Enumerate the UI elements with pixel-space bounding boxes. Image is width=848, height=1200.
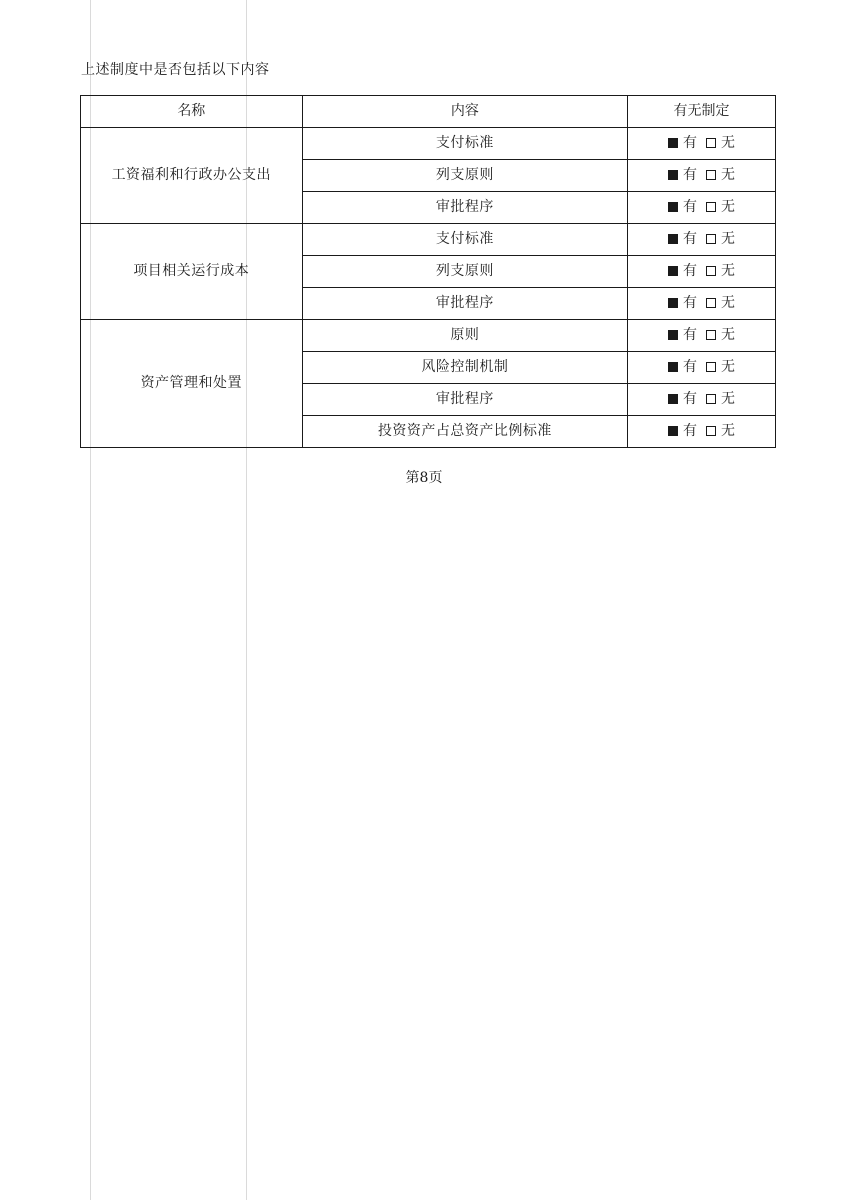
yes-checkbox — [668, 362, 678, 372]
no-checkbox — [706, 330, 716, 340]
no-label: 无 — [721, 262, 736, 279]
yes-no-checkbox-group — [668, 224, 735, 254]
no-label: 无 — [721, 390, 736, 407]
yes-label: 有 — [683, 230, 698, 247]
header-content: 内容 — [302, 96, 627, 128]
content-cell: 审批程序 — [302, 383, 627, 415]
content-cell: 原则 — [302, 319, 627, 351]
no-label: 无 — [721, 358, 736, 375]
yes-label: 有 — [683, 198, 698, 215]
header-name: 名称 — [81, 96, 303, 128]
yes-checkbox — [668, 138, 678, 148]
no-label: 无 — [721, 326, 736, 343]
no-checkbox — [706, 426, 716, 436]
content-cell: 支付标准 — [302, 127, 627, 159]
no-label: 无 — [721, 422, 736, 439]
no-label: 无 — [721, 198, 736, 215]
category-cell: 项目相关运行成本 — [81, 223, 303, 319]
content-cell: 支付标准 — [302, 223, 627, 255]
yes-checkbox — [668, 234, 678, 244]
yes-no-checkbox-group — [668, 192, 735, 222]
content-cell: 审批程序 — [302, 287, 627, 319]
established-status-cell — [628, 415, 776, 447]
yes-checkbox — [668, 330, 678, 340]
no-label: 无 — [721, 134, 736, 151]
no-checkbox — [706, 362, 716, 372]
yes-checkbox — [668, 202, 678, 212]
established-status-cell — [628, 383, 776, 415]
content-cell: 审批程序 — [302, 191, 627, 223]
yes-label: 有 — [683, 390, 698, 407]
established-status-cell — [628, 351, 776, 383]
yes-checkbox — [668, 266, 678, 276]
content-cell: 列支原则 — [302, 255, 627, 287]
yes-no-checkbox-group — [668, 288, 735, 318]
yes-no-checkbox-group — [668, 320, 735, 350]
yes-checkbox — [668, 426, 678, 436]
no-label: 无 — [721, 166, 736, 183]
no-checkbox — [706, 202, 716, 212]
yes-label: 有 — [683, 326, 698, 343]
no-checkbox — [706, 170, 716, 180]
yes-label: 有 — [683, 294, 698, 311]
established-status-cell — [628, 159, 776, 191]
yes-checkbox — [668, 170, 678, 180]
yes-label: 有 — [683, 134, 698, 151]
no-label: 无 — [721, 230, 736, 247]
content-cell: 风险控制机制 — [302, 351, 627, 383]
yes-label: 有 — [683, 262, 698, 279]
established-status-cell — [628, 223, 776, 255]
yes-no-checkbox-group — [668, 384, 735, 414]
established-status-cell — [628, 191, 776, 223]
yes-no-checkbox-group — [668, 416, 735, 446]
category-cell: 资产管理和处置 — [81, 319, 303, 447]
intro-text: 上述制度中是否包括以下内容 — [81, 62, 270, 78]
yes-checkbox — [668, 394, 678, 404]
category-cell: 工资福利和行政办公支出 — [81, 127, 303, 223]
yes-no-checkbox-group — [668, 352, 735, 382]
no-checkbox — [706, 394, 716, 404]
established-status-cell — [628, 287, 776, 319]
yes-label: 有 — [683, 358, 698, 375]
yes-checkbox — [668, 298, 678, 308]
table-row — [81, 127, 776, 159]
table-header-row — [81, 96, 776, 128]
yes-no-checkbox-group — [668, 160, 735, 190]
established-status-cell — [628, 255, 776, 287]
table-row — [81, 223, 776, 255]
yes-label: 有 — [683, 422, 698, 439]
no-checkbox — [706, 266, 716, 276]
yes-no-checkbox-group — [668, 256, 735, 286]
yes-label: 有 — [683, 166, 698, 183]
table-body — [81, 127, 776, 447]
table-row — [81, 319, 776, 351]
content-cell: 投资资产占总资产比例标准 — [302, 415, 627, 447]
content-cell: 列支原则 — [302, 159, 627, 191]
established-status-cell — [628, 319, 776, 351]
header-established: 有无制定 — [628, 96, 776, 128]
no-label: 无 — [721, 294, 736, 311]
no-checkbox — [706, 234, 716, 244]
established-status-cell — [628, 127, 776, 159]
no-checkbox — [706, 138, 716, 148]
no-checkbox — [706, 298, 716, 308]
yes-no-checkbox-group — [668, 128, 735, 158]
page-number: 第8页 — [405, 470, 443, 486]
policy-content-table — [80, 95, 776, 448]
